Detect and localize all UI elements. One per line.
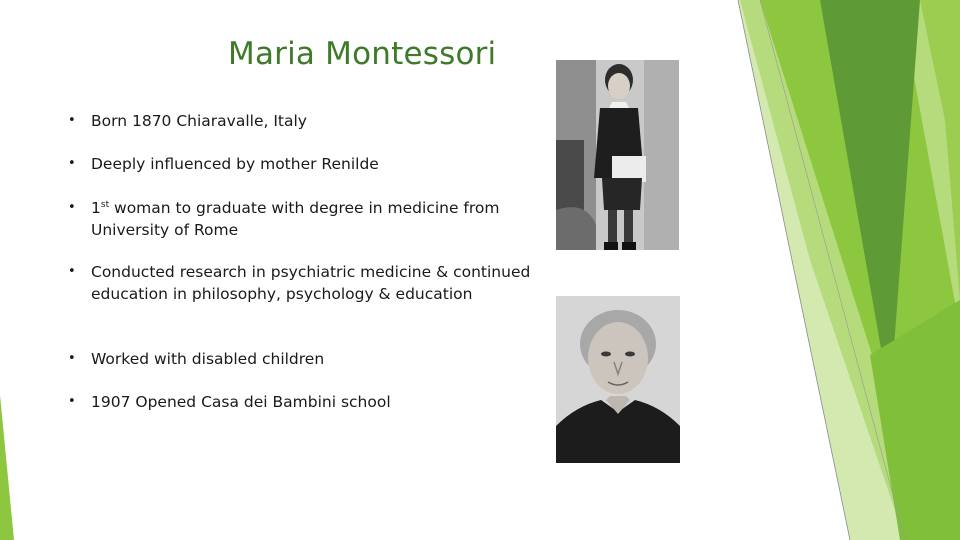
bullet-text: Worked with disabled children <box>91 350 325 368</box>
slide-title: Maria Montessori <box>228 36 497 72</box>
bullet-text: Conducted research in psychiatric medicine & continued education in philosophy, psychology & education <box>91 263 531 303</box>
ordinal-number: 1 <box>91 199 101 217</box>
bullet-dot-icon: • <box>68 394 76 409</box>
woman-portrait-image <box>556 296 680 463</box>
bullet-item <box>68 110 538 132</box>
bullet-dot-icon: • <box>68 351 76 366</box>
bullet-text: Born 1870 Chiaravalle, Italy <box>91 112 307 130</box>
bullet-dot-icon: • <box>68 156 76 171</box>
bullet-item <box>68 391 538 413</box>
bullet-item <box>68 153 538 175</box>
bullet-text: Deeply influenced by mother Renilde <box>91 155 379 173</box>
bullet-text: 1907 Opened Casa dei Bambini school <box>91 393 391 411</box>
bullet-text <box>91 197 538 241</box>
ordinal-suffix: st <box>100 200 110 210</box>
childhood-photo <box>556 60 679 250</box>
bullet-dot-icon: • <box>68 264 76 279</box>
girl-portrait-image <box>556 60 679 250</box>
bullet-item <box>68 197 538 241</box>
bullet-dot-icon: • <box>68 113 76 128</box>
bullet-dot-icon: • <box>68 200 76 215</box>
deco-left-triangle <box>0 395 14 540</box>
adult-photo <box>556 296 680 463</box>
bullet-text-rest: woman to graduate with degree in medicine from University of Rome <box>91 199 500 239</box>
bullet-item <box>68 348 538 370</box>
bullet-item <box>68 261 538 305</box>
